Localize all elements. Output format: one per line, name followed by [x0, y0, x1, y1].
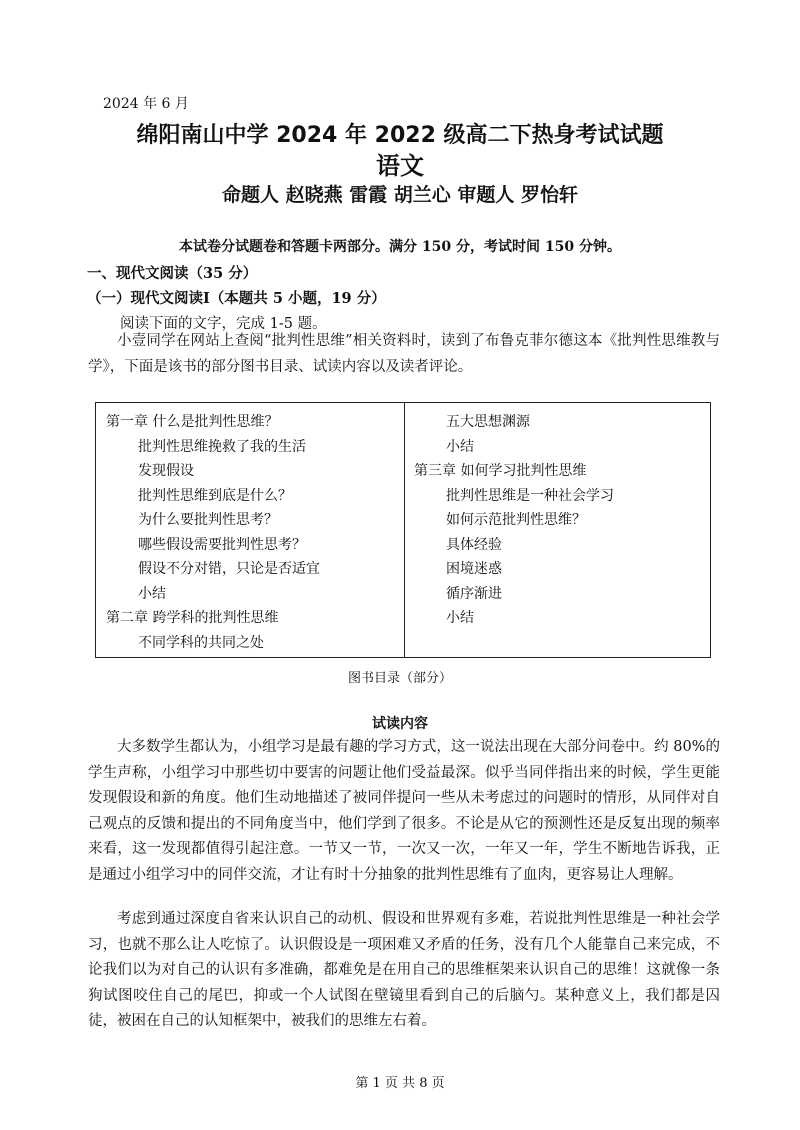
lead-paragraph: 小壹同学在网站上查阅“批判性思维”相关资料时，读到了布鲁克菲尔德这本《批判性思维教与学》，下面是该书的部分图书目录、试读内容以及读者评论。	[88, 333, 720, 375]
authors-line: 命题人 赵晓燕 雷霞 胡兰心 审题人 罗怡轩	[221, 184, 579, 206]
toc-chapter: 第三章 如何学习批判性思维	[414, 463, 587, 479]
exam-date: 2024 年 6 月	[103, 96, 189, 112]
toc-divider	[404, 403, 405, 657]
toc-item: 小结	[138, 585, 166, 602]
toc-item: 如何示范批判性思维？	[446, 512, 586, 528]
page-footer: 第 1 页 共 8 页	[355, 1076, 445, 1091]
subsection-heading: （一）现代文阅读Ⅰ（本题共 5 小题，19 分）	[87, 290, 386, 307]
toc-item: 批判性思维到底是什么？	[138, 487, 292, 504]
toc-item: 批判性思维是一种社会学习	[446, 487, 614, 504]
toc-right-column	[414, 410, 614, 631]
toc-item: 假设不分对错，只论是否适宜	[138, 561, 320, 577]
reading-paragraph-1: 大多数学生都认为，小组学习是最有趣的学习方式，这一说法出现在大部分问卷中。约 80%的学生声称，小组学习中那些切中要害的问题让他们受益最深。似乎当同伴指出来的时候，学生更能发现假设和新的角度。他们生动地描述了被同伴提问一些从未考虑过的问题时的情形，从同伴对自己观点的反馈和提出的不同角度当中，他们学到了很多。不论是从它的预测性还是反复出现的频率来看，这一发现都值得引起注意。一节又一节，一次又一次，一年又一年，学生不断地告诉我，正是通过小组学习中的同伴交流，才让有时十分抽象的批判性思维有了血肉，更容易让人理解。	[88, 739, 720, 883]
toc-left-column	[106, 410, 320, 655]
toc-caption: 图书目录（部分）	[347, 671, 452, 686]
toc-item: 循序渐进	[446, 585, 502, 602]
subject-title: 语文	[376, 152, 424, 180]
toc-item: 具体经验	[446, 536, 502, 553]
reading-paragraph-2: 考虑到通过深度自省来认识自己的动机、假设和世界观有多难，若说批判性思维是一种社会学习，也就不那么让人吃惊了。认识假设是一项困难又矛盾的任务，没有几个人能靠自己来完成，不论我们以为对自己的认识有多准确，都难免是在用自己的思维框架来认识自己的思维！这就像一条狗试图咬住自己的尾巴，抑或一个人试图在壁镜里看到自己的后脑勺。某种意义上，我们都是囚徒，被困在自己的认知框架中，被我们的思维左右着。	[88, 911, 720, 1029]
toc-chapter: 第一章 什么是批判性思维？	[106, 414, 279, 430]
toc-item: 困境迷惑	[446, 561, 502, 577]
toc-item: 发现假设	[138, 463, 194, 479]
exam-intro: 本试卷分试题卷和答题卡两部分。满分 150 分，考试时间 150 分钟。	[179, 239, 621, 255]
reading-heading: 试读内容	[372, 716, 428, 732]
toc-chapter: 第二章 跨学科的批判性思维	[106, 610, 279, 626]
toc-item: 哪些假设需要批判性思考？	[138, 536, 306, 553]
toc-item: 批判性思维挽救了我的生活	[138, 438, 306, 455]
toc-item: 小结	[446, 438, 474, 455]
reading-instruction: 阅读下面的文字，完成 1-5 题。	[120, 316, 327, 332]
toc-item: 不同学科的共同之处	[138, 634, 264, 651]
toc-item: 五大思想渊源	[446, 414, 530, 430]
toc-item: 为什么要批判性思考？	[138, 512, 278, 528]
table-of-contents	[95, 402, 711, 658]
section-heading: 一、现代文阅读（35 分）	[87, 265, 258, 282]
exam-title: 绵阳南山中学 2024 年 2022 级高二下热身考试试题	[136, 123, 664, 148]
toc-item: 小结	[446, 610, 474, 626]
